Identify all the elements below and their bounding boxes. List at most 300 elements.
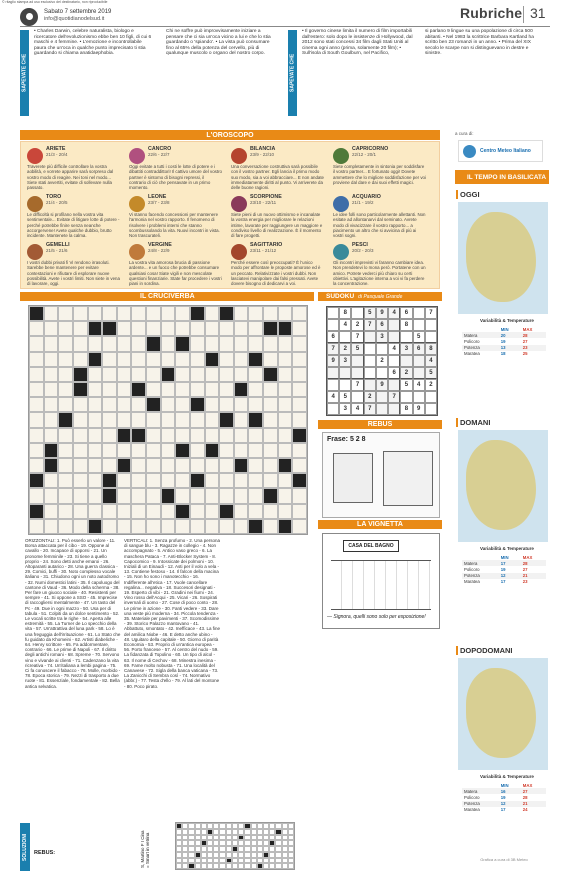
sudoku-cell[interactable]	[400, 391, 412, 403]
crossword-cell[interactable]	[292, 458, 307, 473]
crossword-cell[interactable]	[263, 306, 278, 321]
sudoku-cell[interactable]	[413, 355, 425, 367]
crossword-cell[interactable]	[117, 367, 132, 382]
crossword-cell[interactable]	[73, 519, 88, 534]
sudoku-cell[interactable]	[413, 307, 425, 319]
crossword-cell[interactable]	[292, 397, 307, 412]
sudoku-cell: 4	[351, 403, 363, 415]
city-name: Matera	[464, 560, 478, 566]
crossword-cell[interactable]	[146, 519, 161, 534]
sudoku-grid[interactable]	[326, 306, 438, 416]
crossword-cell[interactable]	[161, 428, 176, 443]
crossword-cell[interactable]	[44, 412, 59, 427]
crossword-cell[interactable]	[205, 473, 220, 488]
crossword-cell[interactable]	[73, 504, 88, 519]
sudoku-cell[interactable]	[413, 367, 425, 379]
crossword-cell[interactable]	[219, 367, 234, 382]
crossword-cell[interactable]	[131, 367, 146, 382]
crossword-cell[interactable]	[73, 306, 88, 321]
crossword-cell[interactable]	[248, 443, 263, 458]
crossword-cell[interactable]	[131, 488, 146, 503]
sudoku-cell[interactable]	[388, 379, 400, 391]
crossword-cell[interactable]	[190, 458, 205, 473]
crossword-cell[interactable]	[58, 504, 73, 519]
crossword-cell[interactable]	[205, 458, 220, 473]
crossword-cell[interactable]	[278, 397, 293, 412]
crossword-cell[interactable]	[278, 306, 293, 321]
sudoku-cell[interactable]	[327, 307, 339, 319]
crossword-cell[interactable]	[102, 306, 117, 321]
rebus-bar	[318, 420, 442, 429]
crossword-cell[interactable]	[190, 488, 205, 503]
crossword-cell[interactable]	[58, 352, 73, 367]
crossword-cell[interactable]	[161, 443, 176, 458]
crossword-cell[interactable]	[73, 473, 88, 488]
crossword-cell[interactable]	[88, 397, 103, 412]
sudoku-cell[interactable]	[364, 355, 376, 367]
sudoku-cell[interactable]	[364, 379, 376, 391]
crossword-cell[interactable]	[44, 488, 59, 503]
crossword-cell[interactable]	[234, 367, 249, 382]
sign-name: BILANCIA	[250, 146, 276, 152]
crossword-cell[interactable]	[219, 519, 234, 534]
crossword-cell[interactable]	[248, 367, 263, 382]
crossword-cell[interactable]	[117, 504, 132, 519]
crossword-cell[interactable]	[161, 306, 176, 321]
sudoku-cell: 7	[364, 403, 376, 415]
crossword-cell[interactable]	[219, 488, 234, 503]
crossword-cell[interactable]	[102, 397, 117, 412]
crossword-cell	[88, 519, 103, 534]
crossword-cell[interactable]	[102, 382, 117, 397]
crossword-cell[interactable]	[102, 367, 117, 382]
crossword-cell[interactable]	[131, 306, 146, 321]
crossword-cell[interactable]	[292, 488, 307, 503]
sudoku-cell: 8	[425, 343, 437, 355]
crossword-cell[interactable]	[131, 458, 146, 473]
crossword-cell[interactable]	[219, 382, 234, 397]
crossword-cell[interactable]	[219, 336, 234, 351]
crossword-cell[interactable]	[102, 519, 117, 534]
min-temp: 19	[500, 338, 506, 344]
crossword-cell[interactable]	[58, 443, 73, 458]
crossword-cell[interactable]	[29, 336, 44, 351]
crossword-cell[interactable]	[278, 352, 293, 367]
crossword-cell[interactable]	[292, 367, 307, 382]
crossword-cell[interactable]	[88, 382, 103, 397]
crossword-cell[interactable]	[117, 306, 132, 321]
city-name: Potenza	[464, 801, 480, 807]
crossword-cell[interactable]	[248, 428, 263, 443]
crossword-cell[interactable]	[58, 367, 73, 382]
crossword-cell[interactable]	[234, 428, 249, 443]
sudoku-cell[interactable]	[388, 331, 400, 343]
crossword-grid[interactable]	[28, 305, 308, 535]
sudoku-cell[interactable]	[339, 379, 351, 391]
crossword-cell[interactable]	[292, 321, 307, 336]
crossword-cell[interactable]	[161, 458, 176, 473]
crossword-cell[interactable]	[248, 488, 263, 503]
crossword-cell[interactable]	[102, 352, 117, 367]
crossword-cell[interactable]	[88, 428, 103, 443]
crossword-cell[interactable]	[58, 519, 73, 534]
crossword-cell[interactable]	[44, 397, 59, 412]
crossword-cell[interactable]	[161, 473, 176, 488]
crossword-cell[interactable]	[73, 352, 88, 367]
crossword-cell[interactable]	[58, 382, 73, 397]
crossword-cell[interactable]	[190, 428, 205, 443]
crossword-cell[interactable]	[73, 412, 88, 427]
sudoku-cell[interactable]	[351, 307, 363, 319]
crossword-cell[interactable]	[234, 306, 249, 321]
crossword-cell[interactable]	[278, 336, 293, 351]
crossword-cell[interactable]	[44, 367, 59, 382]
crossword-cell[interactable]	[219, 321, 234, 336]
sudoku-cell[interactable]	[364, 343, 376, 355]
crossword-cell[interactable]	[205, 397, 220, 412]
crossword-cell[interactable]	[29, 488, 44, 503]
crossword-cell[interactable]	[292, 443, 307, 458]
crossword-cell[interactable]	[161, 352, 176, 367]
sudoku-cell[interactable]	[388, 355, 400, 367]
crossword-cell[interactable]	[146, 306, 161, 321]
crossword-cell[interactable]	[292, 306, 307, 321]
crossword-cell[interactable]	[292, 504, 307, 519]
crossword-cell[interactable]	[161, 504, 176, 519]
sudoku-cell[interactable]	[376, 391, 388, 403]
crossword-cell[interactable]	[205, 382, 220, 397]
crossword-cell[interactable]	[146, 428, 161, 443]
crossword-cell[interactable]	[88, 443, 103, 458]
crossword-cell[interactable]	[58, 306, 73, 321]
horoscope-sign	[231, 242, 323, 288]
crossword-cell[interactable]	[44, 473, 59, 488]
crossword-cell[interactable]	[131, 336, 146, 351]
crossword-cell[interactable]	[175, 367, 190, 382]
crossword-cell[interactable]	[190, 382, 205, 397]
city-name: Maratea	[464, 807, 480, 813]
crossword-cell[interactable]	[117, 321, 132, 336]
crossword-cell[interactable]	[278, 428, 293, 443]
crossword-cell[interactable]	[278, 367, 293, 382]
crossword-cell	[58, 412, 73, 427]
sudoku-cell[interactable]	[425, 403, 437, 415]
sudoku-cell[interactable]	[327, 379, 339, 391]
crossword-cell[interactable]	[88, 488, 103, 503]
crossword-cell[interactable]	[29, 367, 44, 382]
crossword-cell[interactable]	[131, 321, 146, 336]
crossword-cell[interactable]	[219, 473, 234, 488]
crossword-cell[interactable]	[44, 336, 59, 351]
crossword-cell[interactable]	[219, 352, 234, 367]
crossword-cell[interactable]	[146, 367, 161, 382]
crossword-cell[interactable]	[205, 519, 220, 534]
crossword-cell[interactable]	[131, 504, 146, 519]
crossword-cell[interactable]	[205, 367, 220, 382]
crossword-cell[interactable]	[161, 397, 176, 412]
crossword-cell[interactable]	[58, 458, 73, 473]
crossword-cell[interactable]	[117, 412, 132, 427]
crossword-cell	[263, 321, 278, 336]
crossword-cell[interactable]	[175, 321, 190, 336]
sudoku-cell[interactable]	[327, 403, 339, 415]
crossword-cell[interactable]	[292, 336, 307, 351]
crossword-cell[interactable]	[117, 397, 132, 412]
crossword-cell[interactable]	[175, 412, 190, 427]
crossword-cell[interactable]	[146, 412, 161, 427]
sudoku-cell[interactable]	[351, 391, 363, 403]
crossword-cell[interactable]	[248, 336, 263, 351]
crossword-cell[interactable]	[278, 488, 293, 503]
crossword-cell[interactable]	[146, 443, 161, 458]
crossword-cell[interactable]	[263, 473, 278, 488]
crossword-cell[interactable]	[234, 352, 249, 367]
sudoku-cell[interactable]	[351, 367, 363, 379]
crossword-cell[interactable]	[73, 336, 88, 351]
crossword-cell[interactable]	[146, 504, 161, 519]
crossword-cell[interactable]	[205, 321, 220, 336]
crossword-cell[interactable]	[102, 504, 117, 519]
crossword-cell[interactable]	[73, 458, 88, 473]
crossword-cell[interactable]	[234, 412, 249, 427]
crossword-cell[interactable]	[278, 412, 293, 427]
crossword-cell[interactable]	[292, 352, 307, 367]
crossword-cell[interactable]	[248, 473, 263, 488]
crossword-cell[interactable]	[263, 504, 278, 519]
crossword-cell[interactable]	[263, 443, 278, 458]
crossword-cell[interactable]	[278, 382, 293, 397]
sudoku-cell: 3	[339, 403, 351, 415]
crossword-cell[interactable]	[102, 443, 117, 458]
sudoku-cell[interactable]	[388, 403, 400, 415]
crossword-cell[interactable]	[278, 504, 293, 519]
crossword-cell[interactable]	[117, 382, 132, 397]
sudoku-cell: 6	[376, 319, 388, 331]
crossword-cell[interactable]	[73, 321, 88, 336]
crossword-cell[interactable]	[263, 412, 278, 427]
soluzioni-rebus-text: S, Martino F I Cina = Smart in vetrina	[140, 830, 150, 868]
crossword-cell[interactable]	[278, 473, 293, 488]
sudoku-cell[interactable]	[413, 391, 425, 403]
crossword-cell[interactable]	[146, 458, 161, 473]
crossword-cell[interactable]	[234, 473, 249, 488]
sudoku-cell[interactable]	[376, 343, 388, 355]
crossword-cell[interactable]	[58, 428, 73, 443]
crossword-cell[interactable]	[161, 382, 176, 397]
crossword-cell[interactable]	[29, 443, 44, 458]
crossword-cell[interactable]	[234, 321, 249, 336]
crossword-cell[interactable]	[292, 412, 307, 427]
crossword-cell[interactable]	[29, 397, 44, 412]
crossword-cell[interactable]	[263, 519, 278, 534]
sudoku-cell[interactable]	[327, 319, 339, 331]
crossword-cell[interactable]	[205, 488, 220, 503]
crossword-cell[interactable]	[29, 382, 44, 397]
crossword-cell[interactable]	[146, 321, 161, 336]
sudoku-cell[interactable]	[376, 403, 388, 415]
crossword-cell[interactable]	[44, 306, 59, 321]
crossword-cell[interactable]	[263, 382, 278, 397]
crossword-cell[interactable]	[88, 306, 103, 321]
crossword-cell[interactable]	[248, 382, 263, 397]
crossword-cell[interactable]	[58, 488, 73, 503]
crossword-cell[interactable]	[219, 443, 234, 458]
crossword-cell[interactable]	[117, 519, 132, 534]
crossword-cell[interactable]	[190, 336, 205, 351]
crossword-cell[interactable]	[263, 336, 278, 351]
crossword-cell[interactable]	[248, 306, 263, 321]
crossword-cell[interactable]	[263, 397, 278, 412]
crossword-cell[interactable]	[175, 458, 190, 473]
crossword-cell[interactable]	[146, 473, 161, 488]
crossword-cell[interactable]	[219, 428, 234, 443]
crossword-cell[interactable]	[234, 519, 249, 534]
crossword-cell[interactable]	[190, 504, 205, 519]
crossword-cell[interactable]	[292, 519, 307, 534]
crossword-cell[interactable]	[190, 412, 205, 427]
crossword-cell[interactable]	[117, 488, 132, 503]
crossword-cell[interactable]	[29, 428, 44, 443]
crossword-cell[interactable]	[102, 458, 117, 473]
sudoku-cell[interactable]	[339, 331, 351, 343]
crossword-cell[interactable]	[73, 488, 88, 503]
crossword-cell[interactable]	[175, 428, 190, 443]
weather-subtitle: Variabilità & Temperature	[480, 318, 534, 323]
crossword-cell[interactable]	[278, 443, 293, 458]
crossword-cell[interactable]	[248, 397, 263, 412]
crossword-cell[interactable]	[29, 321, 44, 336]
crossword-cell[interactable]	[88, 412, 103, 427]
sudoku-cell[interactable]	[388, 319, 400, 331]
crossword-cell[interactable]	[88, 336, 103, 351]
crossword-cell[interactable]	[234, 397, 249, 412]
crossword-cell[interactable]	[190, 443, 205, 458]
crossword-cell[interactable]	[131, 473, 146, 488]
crossword-cell[interactable]	[117, 336, 132, 351]
crossword-cell[interactable]	[205, 336, 220, 351]
basilicata-map	[458, 658, 548, 770]
crossword-cell[interactable]	[175, 306, 190, 321]
crossword-cell[interactable]	[29, 458, 44, 473]
crossword-cell[interactable]	[234, 488, 249, 503]
crossword-cell[interactable]	[190, 519, 205, 534]
crossword-cell[interactable]	[88, 458, 103, 473]
crossword-cell[interactable]	[205, 504, 220, 519]
sudoku-cell[interactable]	[351, 355, 363, 367]
crossword-cell[interactable]	[263, 458, 278, 473]
crossword-cell[interactable]	[175, 397, 190, 412]
crossword-cell[interactable]	[146, 382, 161, 397]
crossword-cell[interactable]	[175, 488, 190, 503]
crossword-cell[interactable]	[58, 336, 73, 351]
crossword-cell[interactable]	[58, 321, 73, 336]
crossword-cell[interactable]	[131, 519, 146, 534]
crossword-cell[interactable]	[88, 504, 103, 519]
crossword-cell[interactable]	[88, 473, 103, 488]
crossword-cell[interactable]	[29, 352, 44, 367]
crossword-cell[interactable]	[146, 352, 161, 367]
crossword-cell[interactable]	[58, 397, 73, 412]
sudoku-cell[interactable]	[339, 367, 351, 379]
site-email[interactable]: info@quotidianodelsud.it	[44, 16, 105, 22]
crossword-cell[interactable]	[73, 443, 88, 458]
crossword-cell[interactable]	[88, 367, 103, 382]
crossword-cell[interactable]	[190, 352, 205, 367]
sudoku-cell[interactable]	[425, 331, 437, 343]
crossword-cell	[88, 352, 103, 367]
sudoku-cell[interactable]	[425, 391, 437, 403]
crossword-cell[interactable]	[205, 428, 220, 443]
crossword-cell[interactable]	[190, 321, 205, 336]
crossword-cell[interactable]	[161, 321, 176, 336]
sudoku-cell[interactable]	[364, 367, 376, 379]
sudoku-cell[interactable]	[425, 319, 437, 331]
crossword-cell[interactable]	[117, 352, 132, 367]
crossword-cell[interactable]	[234, 336, 249, 351]
crossword-cell[interactable]	[205, 412, 220, 427]
crossword-cell[interactable]	[29, 519, 44, 534]
crossword-cell[interactable]	[131, 443, 146, 458]
crossword-cell[interactable]	[73, 397, 88, 412]
crossword-cell[interactable]	[248, 458, 263, 473]
crossword-cell[interactable]	[29, 412, 44, 427]
crossword-cell[interactable]	[117, 443, 132, 458]
crossword-cell[interactable]	[131, 352, 146, 367]
crossword-cell	[263, 488, 278, 503]
crossword-cell[interactable]	[44, 382, 59, 397]
crossword-cell[interactable]	[292, 382, 307, 397]
sudoku-cell[interactable]	[364, 331, 376, 343]
sudoku-cell[interactable]	[400, 355, 412, 367]
crossword-cell[interactable]	[175, 382, 190, 397]
crossword-cell[interactable]	[117, 473, 132, 488]
crossword-cell[interactable]	[248, 504, 263, 519]
crossword-cell[interactable]	[73, 428, 88, 443]
crossword-cell[interactable]	[161, 336, 176, 351]
crossword-cell[interactable]	[44, 428, 59, 443]
crossword-cell[interactable]	[131, 397, 146, 412]
crossword-cell[interactable]	[102, 336, 117, 351]
crossword-cell[interactable]	[175, 519, 190, 534]
crossword-cell[interactable]	[248, 321, 263, 336]
crossword-cell[interactable]	[219, 397, 234, 412]
crossword-cell[interactable]	[234, 504, 249, 519]
crossword-cell[interactable]	[131, 412, 146, 427]
crossword-cell[interactable]	[146, 488, 161, 503]
sudoku-cell[interactable]	[327, 367, 339, 379]
crossword-cell[interactable]	[58, 473, 73, 488]
crossword-cell[interactable]	[44, 352, 59, 367]
crossword-cell[interactable]	[44, 504, 59, 519]
crossword-cell[interactable]	[175, 473, 190, 488]
crossword-cell[interactable]	[44, 519, 59, 534]
crossword-cell[interactable]	[175, 352, 190, 367]
crossword-cell[interactable]	[263, 352, 278, 367]
sudoku-cell[interactable]	[400, 331, 412, 343]
crossword-cell[interactable]	[102, 412, 117, 427]
crossword-cell[interactable]	[263, 428, 278, 443]
crossword-cell[interactable]	[205, 306, 220, 321]
sudoku-cell[interactable]	[376, 367, 388, 379]
crossword-cell[interactable]	[190, 367, 205, 382]
crossword-cell[interactable]	[234, 443, 249, 458]
crossword-cell[interactable]	[102, 428, 117, 443]
sudoku-cell[interactable]	[413, 319, 425, 331]
crossword-cell[interactable]	[161, 519, 176, 534]
crossword-cell[interactable]	[161, 412, 176, 427]
crossword-cell[interactable]	[44, 321, 59, 336]
crossword-cell[interactable]	[219, 458, 234, 473]
